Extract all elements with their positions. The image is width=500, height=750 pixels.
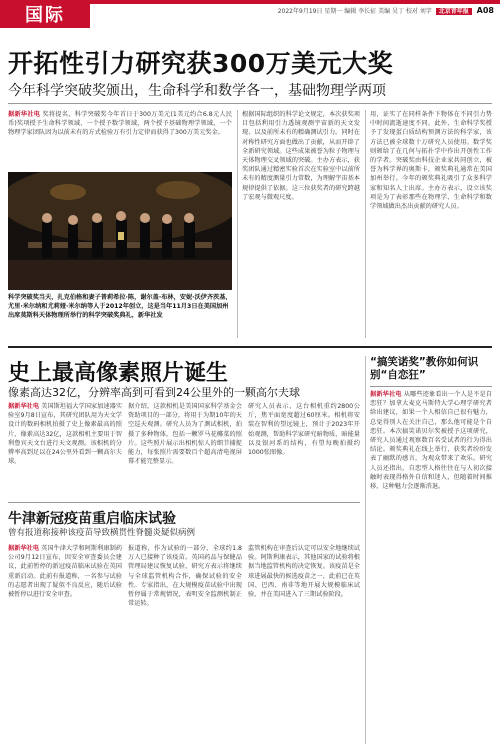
photo-caption: 科学突破奖当天，扎克伯格和妻子普莉希拉·陈，谢尔盖·布林，安妮·沃伊齐茨基，尤里·米尔纳和尤莉娅·米尔纳等人于2012年创立，这是当年11月3日在美国加州出席莫斯科天体物理所举行的科学突破奖典礼，新华社发 — [8, 294, 232, 319]
dateline — [278, 6, 494, 15]
story3-lead: 据新华社电 — [8, 545, 40, 552]
page-code: A08 — [476, 6, 494, 15]
column-divider — [365, 110, 366, 338]
award-ceremony-photo — [8, 172, 232, 290]
story3-headline: 牛津新冠疫苗重启临床试验 — [8, 511, 176, 527]
story2-subheadline: 像素高达32亿，分辨率高到可看到24公里外的一颗高尔夫球 — [8, 386, 300, 399]
story1-column-3: 用，证实了在同样条件下物体在不同引力势中时间流逝速度不同。此外，生命科学奖授予了发现蛋白质结构预测方法的科学家，该方法已被全球数十万研究人员使用。数学奖则颁给了在几何与拓扑学中作出开创性工作的学者。突破奖由科技企业家共同创立，被誉为科学界的奥斯卡，颁奖典礼通常在美国加州举行。今年的颁奖典礼吸引了众多科学家和知名人士出席。主办方表示，设立该奖项是为了表彰那些在物理学、生命科学和数学领域做出杰出贡献的研究人员。 — [370, 111, 492, 211]
story3-subheadline: 曾有报道称接种该疫苗导致横贯性脊髓炎疑似病例 — [8, 528, 196, 538]
story2-column-3: 研究人员表示，这台相机重约2800公斤，焦平面宽度超过60厘米。相机将安装在智利的望远镜上，预计于2023年开始观测，帮助科学家研究暗物质、暗能量以及银河系的结构，有望每晚拍摄约1000张图像。 — [248, 403, 360, 457]
story1-subheadline: 今年科学突破奖颁出，生命科学和数学各一，基础物理学两项 — [8, 83, 386, 99]
sidebar-rule — [370, 386, 492, 387]
story1-column-1 — [8, 110, 232, 168]
sidebar-story — [370, 390, 492, 744]
sidebar-text: 从哪些迹象看出一个人是不是自恋狂？加拿大麦克马斯特大学心理学研究者给出建议，如果一个人相信自己很有魅力，总觉得别人在关注自己，那么他可能是个自恋狂。本次搞笑诺贝尔奖被授予这项研究，研究人员通过观察数百名受试者的行为得出结论。颁奖典礼在线上举行，获奖者纷纷发表了幽默的感言，为观众带来了欢乐。研究人员还指出，自恋型人格往往在与人初次接触时表现得格外自信和迷人，但随着时间推移，这种魅力会逐渐消退。 — [370, 391, 492, 491]
story3-column-1 — [8, 544, 122, 744]
sidebar-divider — [365, 356, 366, 744]
story3-column-2: 报道称，作为试验的一部分，全球约1.8万人已接种了该疫苗。英国药品与保健品管理局建议恢复试验，研究方表示将继续与全球监管机构合作，确保试验的安全性。专家指出，在大规模疫苗试验中出现暂停属于常规情况，表明安全监测机制正常运转。 — [128, 545, 242, 608]
story3-column-3: 监管机构在审查后认定可以安全地继续试验。阿斯利康表示，其他国家的试验将根据当地监管机构的决定恢复。该疫苗是全球进展最快的候选疫苗之一，此前已在英国、巴西、南非等地开展大规模临床试验，并在美国进入了三期试验阶段。 — [248, 545, 360, 599]
sidebar-lead: 据新华社电 — [370, 391, 402, 398]
story2-column-1 — [8, 402, 122, 498]
story3-col1-text: 英国牛津大学和阿斯利康制药公司9月12日宣布，因安全审查委员会建议，此前暂停的新冠疫苗临床试验在英国重新启动。此前有报道称，一名参与试验的志愿者出现了疑似不良反应，随后试验被暂停以进行安全审查。 — [8, 545, 122, 599]
newspaper-badge: 北京青年报 — [436, 8, 472, 15]
story1-lead: 据新华社电 — [8, 111, 41, 118]
column-divider — [237, 110, 238, 338]
story2-column-2: 据介绍，这款相机是美国国家科学基金会资助项目的一部分，将用于为期10年的天空巡天观测。研究人员为了测试相机，拍摄了多种物体，包括一颗罗马花椰菜的照片。这些照片展示出相机惊人的细节捕捉能力，每张照片需要数百个超高清电视屏幕才能完整显示。 — [128, 403, 242, 466]
story1-rule — [8, 103, 492, 104]
story1-col1-text: 奖将提名，科学突破奖今年首日于300万美元(1美元约合6.8元人民币)奖项授予生命科学领域、一个授予数学领域，两个授予基础物理学领域，一个物理学家团队因为以前未有的方式检验万有引力定律而获得了300万美元奖金。 — [8, 111, 232, 137]
story1-column-2: 根据国际组织的科学论文规定，本次获奖项目包括利用引力透镜观测宇宙新的天文发现、以及前所未有的精确测试引力。同时在对称性研究方面也做出了贡献，从而开辟了全新研究领域。这些成果被誉为粒子物理与天体物理交叉领域的突破。主办方表示，获奖团队通过精密实验首次在实验室中以前所未有的精度测量引力常数，为理解宇宙基本规律提供了依据。这三位获奖者的研究跨越了宏观与微观尺度。 — [242, 111, 360, 201]
dateline-text: 2022年9月19日 星期一 编辑 李长征 美编 吴丁 校对 刘字 — [277, 8, 432, 15]
section-rule — [8, 346, 492, 348]
story2-headline: 史上最高像素照片诞生 — [8, 361, 229, 386]
story2-col1-text: 美国斯坦福大学国家加速器实验室9月8日宣布，其研究团队用为天文学设计的数码相机拍摄了史上像素最高的照片，像素高达32亿，这款相机主要用于智利鲁宾天文台进行天文观测。该相机的分辨率高到足以在24公里外看到一颗高尔夫球。 — [8, 403, 122, 466]
sidebar-headline: “搞笑诺奖”教你如何识别“自恋狂” — [370, 356, 479, 381]
story2-lead: 据新华社电 — [8, 403, 40, 410]
story1-headline: 开拓性引力研究获300万美元大奖 — [8, 49, 394, 78]
story3-rule — [8, 502, 360, 503]
section-tab: 国际 — [0, 0, 90, 28]
